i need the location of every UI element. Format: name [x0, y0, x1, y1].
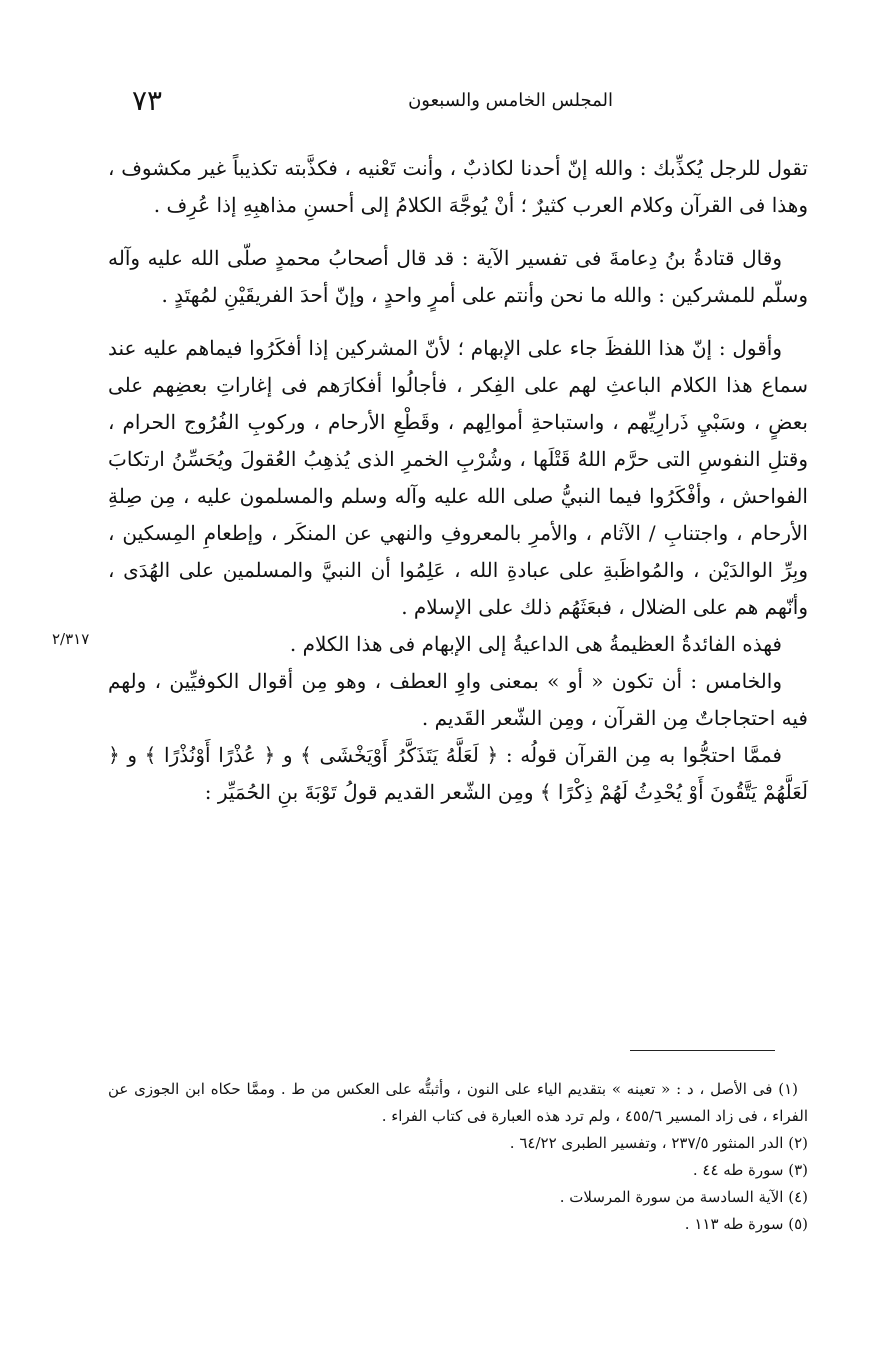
running-title: المجلس الخامس والسبعون [408, 90, 613, 111]
page-header [108, 84, 808, 120]
paragraph: وقال قتادةُ بنُ دِعامةَ فى تفسير الآية : قد قال أصحابُ محمدٍ صلّى الله عليه وآله وسلّم للمشركين : والله ما نحن وأنتم على أمرٍ واحدٍ ، وإنّ أحدَ الفريقَيْنِ لمُهتَدٍ . [108, 246, 808, 307]
main-text [108, 150, 808, 811]
footnotes [108, 1076, 808, 1238]
paragraph-gap [108, 224, 808, 240]
footnote-divider [630, 1050, 775, 1051]
paragraph-gap [108, 314, 808, 330]
paragraph: فهذه الفائدةُ العظيمةُ هى الداعيةُ إلى الإبهام فى هذا الكلام . [289, 632, 782, 656]
paragraph: تقول للرجل يُكذِّبك : والله إنّ أحدنا لكاذبٌ ، وأنت تَعْنيه ، فكذَّبته تكذيباً غير مكشوف ، وهذا فى القرآن وكلام العرب كثيرٌ ؛ أنْ يُوجَّهَ الكلامُ إلى أحسنِ مذاهبِهِ إذا عُرِف . [108, 156, 808, 217]
page-number: ٧٣ [132, 84, 163, 117]
paragraph: والخامس : أن تكون « أو » بمعنى واوِ العطف ، وهو مِن أقوال الكوفيِّين ، ولهم فيه احتجاجاتٌ مِن القرآن ، ومِن الشّعر القَديم . [108, 669, 808, 730]
footnote: (٤) الآية السادسة من سورة المرسلات . [559, 1188, 808, 1206]
margin-reference: ٢/٣١٧ [52, 630, 90, 648]
paragraph: فممَّا احتجُّوا به مِن القرآن قولُه : ﴿ لَعَلَّهُ يَتَذَكَّرُ أَوْيَخْشَى ﴾ و ﴿ عُذْرًا أَوْنُذْرًا ﴾ و ﴿ لَعَلَّهُمْ يَتَّقُونَ أَوْ يُحْدِثُ لَهُمْ ذِكْرًا ﴾ ومِن الشّعر القديم قولُ تَوْبَةَ بنِ الحُمَيِّر : [108, 743, 808, 804]
footnote: (٥) سورة طه ١١٣ . [684, 1215, 808, 1233]
footnote: (٣) سورة طه ٤٤ . [692, 1161, 808, 1179]
footnote: (١) فى الأصل ، د : « تعينه » بتقديم الياء على النون ، وأثبتُّه على العكس من ط . وممَّا حكاه ابن الجوزى عن الفراء ، فى زاد المسير ٤٥٥/٦ ، ولم ترد هذه العبارة فى كتاب الفراء . [108, 1080, 808, 1125]
paragraph: وأقول : إنّ هذا اللفظَ جاء على الإبهام ؛ لأنّ المشركين إذا أفكَرُوا فيماهم عليه عند سماع هذا الكلام الباعثِ لهم على الفِكر ، فأجالُوا أفكارَهم فى إغاراتِ بعضِهم على بعضٍ ، وسَبْيِ ذَرارِيِّهم ، واستباحةِ أموالِهم ، وقَطْعِ الأرحام ، وركوبِ الفُرُوج الحرام ، وقتلِ النفوسِ التى حرَّم اللهُ قَتْلَها ، وشُرْبِ الخمرِ الذى يُذهِبُ العُقولَ ويُحَسِّنُ ارتكابَ الفواحش ، وأفْكَرُوا فيما النبيُّ صلى الله عليه وآله وسلم والمسلمون عليه ، مِن صِلةِ الأرحام ، واجتنابِ / الآثام ، والأمرِ بالمعروفِ والنهي عن المنكَر ، وإطعامِ المِسكين ، وبِرِّ الوالدَيْن ، والمُواظَبةِ على عبادةِ الله ، عَلِمُوا أن النبيَّ والمسلمين على الهُدَى ، وأنّهم هم على الضلال ، فبعَثَهُم ذلك على الإسلام . [108, 336, 808, 619]
footnote: (٢) الدر المنثور ٢٣٧/٥ ، وتفسير الطبرى ٦٤/٢٢ . [509, 1134, 808, 1152]
